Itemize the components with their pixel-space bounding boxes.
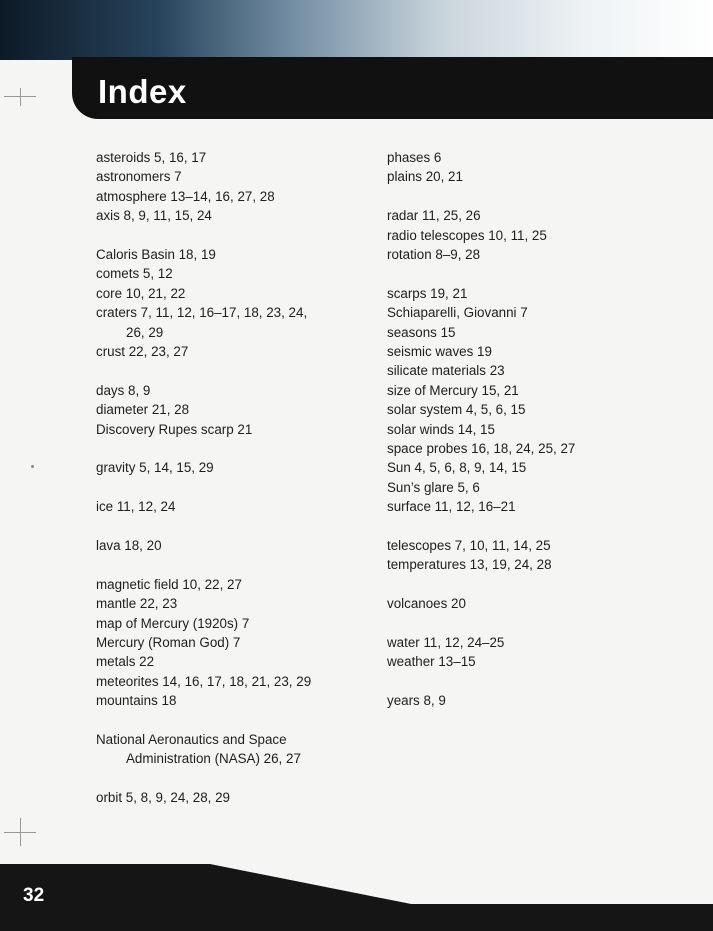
index-entry — [387, 284, 687, 303]
index-entry — [96, 633, 376, 652]
index-entry-text: seismic waves 19 — [387, 344, 492, 360]
index-entry — [387, 167, 687, 186]
letter-group-gap — [96, 555, 376, 574]
index-entry — [96, 148, 376, 167]
title-bar — [72, 57, 713, 119]
index-entry — [387, 206, 687, 225]
letter-group-gap — [96, 361, 376, 380]
index-entry-text: Caloris Basin 18, 19 — [96, 247, 216, 263]
index-entry — [387, 400, 687, 419]
margin-dot — [31, 465, 34, 468]
letter-group-gap — [96, 769, 376, 788]
index-entry — [96, 536, 376, 555]
index-entry-text: Schiaparelli, Giovanni 7 — [387, 305, 528, 321]
index-entry-text: lava 18, 20 — [96, 538, 162, 554]
index-entry — [387, 361, 687, 380]
index-entry-text: gravity 5, 14, 15, 29 — [96, 460, 214, 476]
index-entry-text: National Aeronautics and Space — [96, 732, 287, 748]
index-entry — [387, 303, 687, 322]
index-entry-text: years 8, 9 — [387, 693, 446, 709]
index-entry — [96, 303, 376, 342]
index-entry — [387, 458, 687, 477]
index-entry-text: days 8, 9 — [96, 382, 151, 398]
index-entry-text: volcanoes 20 — [387, 596, 466, 612]
index-entry-text: scarps 19, 21 — [387, 285, 468, 301]
index-entry — [387, 323, 687, 342]
index-entry-text: solar system 4, 5, 6, 15 — [387, 402, 526, 418]
index-entry-text: telescopes 7, 10, 11, 14, 25 — [387, 538, 551, 554]
letter-group-gap — [387, 672, 687, 691]
index-entry — [387, 594, 687, 613]
index-entry — [387, 633, 687, 652]
index-entry — [96, 381, 376, 400]
index-entry-text: map of Mercury (1920s) 7 — [96, 615, 250, 631]
index-entry-text: metals 22 — [96, 654, 155, 670]
index-column-left — [96, 148, 376, 808]
index-entry — [96, 614, 376, 633]
index-entry — [387, 381, 687, 400]
index-entry — [96, 206, 376, 225]
letter-group-gap — [96, 439, 376, 458]
letter-group-gap — [96, 478, 376, 497]
index-entry — [387, 497, 687, 516]
index-entry-text: mantle 22, 23 — [96, 596, 178, 612]
index-entry — [96, 458, 376, 477]
index-entry-text: ice 11, 12, 24 — [96, 499, 176, 515]
index-entry — [96, 575, 376, 594]
index-entry — [96, 691, 376, 710]
letter-group-gap — [387, 517, 687, 536]
index-entry-continuation: 26, 29 — [126, 324, 164, 340]
index-entry-text: diameter 21, 28 — [96, 402, 190, 418]
index-entry-text: core 10, 21, 22 — [96, 285, 186, 301]
index-entry — [96, 788, 376, 807]
letter-group-gap — [96, 517, 376, 536]
index-entry — [96, 420, 376, 439]
index-entry-text: space probes 16, 18, 24, 25, 27 — [387, 441, 576, 457]
index-entry-text: rotation 8–9, 28 — [387, 247, 481, 263]
index-entry-text: water 11, 12, 24–25 — [387, 635, 505, 651]
index-entry — [387, 536, 687, 555]
letter-group-gap — [387, 575, 687, 594]
index-entry-text: radio telescopes 10, 11, 25 — [387, 227, 547, 243]
letter-group-gap — [387, 187, 687, 206]
index-entry-text: astronomers 7 — [96, 169, 182, 185]
index-entry-text: comets 5, 12 — [96, 266, 173, 282]
index-entry — [387, 478, 687, 497]
letter-group-gap — [387, 264, 687, 283]
index-entry — [96, 400, 376, 419]
index-entry — [387, 420, 687, 439]
index-entry-text: Sun’s glare 5, 6 — [387, 479, 480, 495]
index-entry-text: craters 7, 11, 12, 16–17, 18, 23, 24, — [96, 305, 308, 321]
index-entry-text: radar 11, 25, 26 — [387, 208, 481, 224]
index-entry — [96, 264, 376, 283]
index-entry-text: silicate materials 23 — [387, 363, 505, 379]
footer-band — [0, 864, 713, 931]
registration-mark-top — [4, 88, 36, 106]
index-entry-text: Sun 4, 5, 6, 8, 9, 14, 15 — [387, 460, 527, 476]
header-photo-band — [0, 0, 713, 60]
index-entry-text: Mercury (Roman God) 7 — [96, 635, 241, 651]
index-entry-text: axis 8, 9, 11, 15, 24 — [96, 208, 212, 224]
index-entry-text: seasons 15 — [387, 324, 456, 340]
page-number: 32 — [23, 885, 45, 906]
index-entry-text: surface 11, 12, 16–21 — [387, 499, 516, 515]
index-entry — [387, 245, 687, 264]
index-entry — [96, 167, 376, 186]
index-entry — [96, 342, 376, 361]
index-entry-text: mountains 18 — [96, 693, 177, 709]
index-entry-text: solar winds 14, 15 — [387, 421, 495, 437]
index-entry — [96, 730, 376, 769]
index-column-right — [387, 148, 687, 711]
index-entry-text: asteroids 5, 16, 17 — [96, 150, 207, 165]
letter-group-gap — [96, 711, 376, 730]
page-title: Index — [98, 73, 187, 110]
letter-group-gap — [387, 614, 687, 633]
index-entry-text: crust 22, 23, 27 — [96, 344, 189, 360]
index-entry-text: magnetic field 10, 22, 27 — [96, 576, 242, 592]
index-entry-text: weather 13–15 — [387, 654, 476, 670]
index-entry — [96, 187, 376, 206]
index-entry-text: meteorites 14, 16, 17, 18, 21, 23, 29 — [96, 673, 312, 689]
index-entry-text: atmosphere 13–14, 16, 27, 28 — [96, 188, 275, 204]
registration-mark-bottom — [4, 818, 36, 846]
index-entry-text: Discovery Rupes scarp 21 — [96, 421, 253, 437]
index-entry — [387, 226, 687, 245]
index-entry — [387, 691, 687, 710]
index-entry-text: size of Mercury 15, 21 — [387, 382, 519, 398]
index-entry — [387, 148, 687, 167]
index-entry — [387, 652, 687, 671]
index-entry — [387, 555, 687, 574]
index-entry — [96, 245, 376, 264]
index-entry-text: temperatures 13, 19, 24, 28 — [387, 557, 552, 573]
index-entry — [387, 342, 687, 361]
index-entry-continuation: Administration (NASA) 26, 27 — [126, 751, 301, 767]
index-entry — [387, 439, 687, 458]
index-entry-text: plains 20, 21 — [387, 169, 463, 185]
letter-group-gap — [96, 226, 376, 245]
footer-wedge — [210, 864, 713, 904]
index-entry-text: orbit 5, 8, 9, 24, 28, 29 — [96, 790, 230, 806]
index-entry-text: phases 6 — [387, 150, 442, 165]
index-entry — [96, 594, 376, 613]
index-entry — [96, 652, 376, 671]
index-entry — [96, 672, 376, 691]
index-entry — [96, 497, 376, 516]
index-entry — [96, 284, 376, 303]
